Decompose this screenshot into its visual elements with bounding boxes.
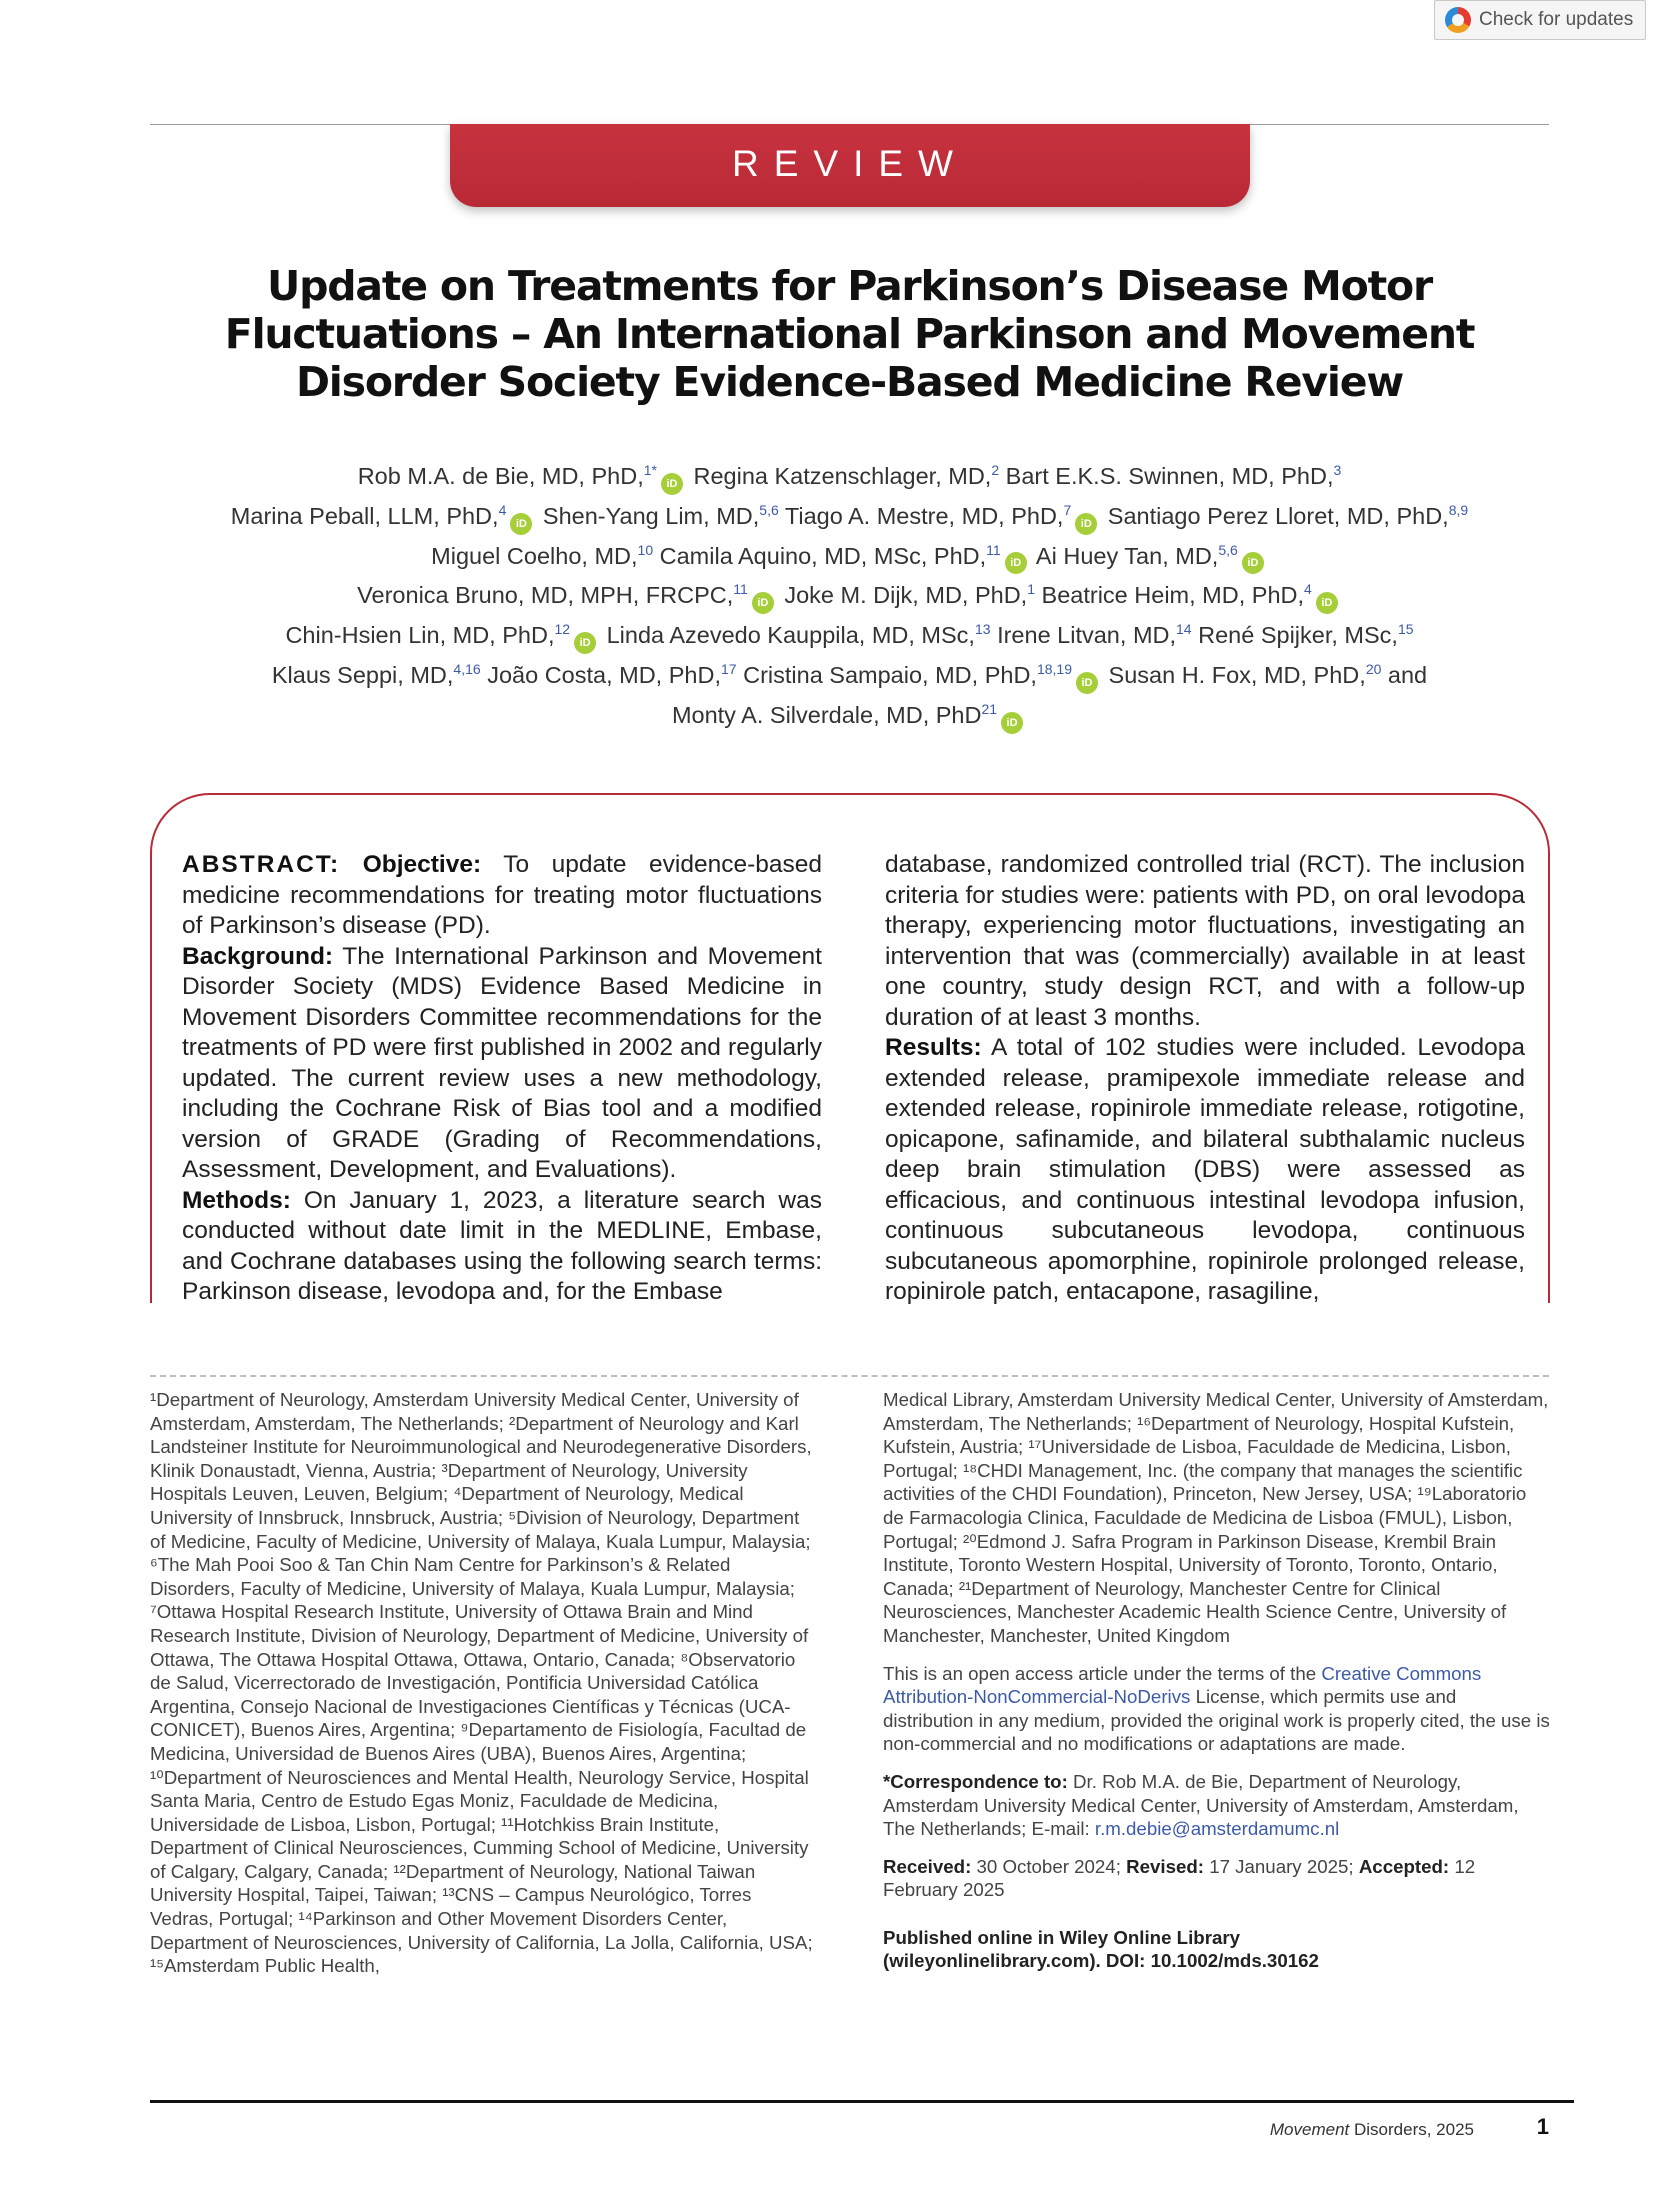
abstract-heading: ABSTRACT: — [182, 851, 341, 878]
author-affiliation-marker: 4 — [1304, 581, 1312, 598]
affiliations-text: ¹Department of Neurology, Amsterdam University Medical Center, University of Amsterdam, Amsterdam, The Netherlands; ²Department of Neurology and Karl Landsteiner Institute for Neuroimmunological and Neurodegenerative Disorders, Klinik Donaustadt, Vienna, Austria; ³Department of Neurology, University Hospitals Leuven, Leuven, Belgium; ⁴Department of Neurology, Medical University of Innsbruck, Innsbruck, Austria; ⁵Division of Neurology, Department of Medicine, Faculty of Medicine, University of Malaya, Kuala Lumpur, Malaysia; ⁶The Mah Pooi Soo & Tan Chin Nam Centre for Parkinson’s & Related Disorders, Faculty of Medicine, University of Malaya, Kuala Lumpur, Malaysia; ⁷Ottawa Hospital Research Institute, University of Ottawa Brain and Mind Research Institute, Division of Neurology, Department of Medicine, University of Ottawa, The Ottawa Hospital Ottawa, Ottawa, Ontario, Canada; ⁸Observatorio de Salud, Vicerrectorado de Investigación, Pontificia Universidad Católica Argentina, Consejo Nacional de Investigaciones Científicas y Técnicas (UCA-CONICET), Buenos Aires, Argentina; ⁹Departamento de Fisiología, Facultad de Medicina, Universidad de Buenos Aires (UBA), Buenos Aires, Argentina; ¹⁰Department of Neurosciences and Mental Health, Neurology Service, Hospital Santa Maria, Centro de Estudo Egas Moniz, Faculdade de Medicina, Universidade de Lisboa, Lisbon, Portugal; ¹¹Hotchkiss Brain Institute, Department of Clinical Neurosciences, Cumming School of Medicine, University of Calgary, Calgary, Canada; ¹²Department of Neurology, National Taiwan University Hospital, Taipei, Taiwan; ¹³CNS – Campus Neurológico, Torres Vedras, Portugal; ¹⁴Parkinson and Other Movement Disorders Center, Department of Neurosciences, University of California, La Jolla, California, USA; ¹⁵Amsterdam Public Health, — [150, 1389, 813, 1977]
orcid-icon[interactable]: iD — [752, 592, 774, 614]
results-label: Results: — [885, 1034, 982, 1061]
author-name: Cristina Sampaio, MD, PhD, — [743, 661, 1037, 688]
objective-text: To update evidence-based medicine recommendations for treating motor fluctuations of Parkinson’s disease (PD). — [182, 851, 822, 939]
publication-note: Published online in Wiley Online Library (wileyonlinelibrary.com). DOI: 10.1002/mds.30162 — [883, 1926, 1319, 1972]
author-name: Bart E.K.S. Swinnen, MD, PhD, — [1005, 462, 1334, 489]
footnotes-right-column — [883, 1388, 1551, 1987]
author-name: Rob M.A. de Bie, MD, PhD, — [357, 462, 644, 489]
methods-text: On January 1, 2023, a literature search was conducted without date limit in the MEDLINE, Embase, and Cochrane databases using the following search terms: Parkinson disease, levodopa and, for the Embase — [182, 1186, 822, 1305]
revised-label: Revised: — [1126, 1855, 1204, 1877]
author-name: Santiago Perez Lloret, MD, PhD, — [1107, 502, 1449, 529]
orcid-icon[interactable]: iD — [661, 473, 683, 495]
article-title: Update on Treatments for Parkinson’s Disease Motor Fluctuations – An International Parkinson and Movement Disorder Society Evidence-Based Medicine Review — [224, 262, 1475, 406]
author-name: Veronica Bruno, MD, MPH, FRCPC, — [357, 582, 734, 609]
doi-text: ). DOI: 10.1002/mds.30162 — [1089, 1950, 1319, 1972]
footnote-divider — [150, 1375, 1549, 1377]
author-affiliation-marker: 5,6 — [759, 501, 779, 518]
author-affiliation-marker: 1* — [643, 462, 657, 478]
background-label: Background: — [182, 942, 334, 970]
received-date: 30 October 2024; — [971, 1855, 1127, 1877]
accepted-label: Accepted: — [1358, 1855, 1450, 1877]
license-note — [883, 1662, 1551, 1756]
author-affiliation-marker: 4,16 — [453, 661, 481, 678]
author-name: Irene Litvan, MD, — [997, 622, 1177, 649]
author-list — [160, 455, 1539, 734]
correspondence-note — [883, 1770, 1551, 1841]
article-type-banner: REVIEW — [450, 124, 1250, 207]
crossmark-icon — [1445, 7, 1471, 33]
abstract-right-column — [885, 850, 1525, 1312]
author-affiliation-marker: 3 — [1333, 462, 1342, 478]
orcid-icon[interactable]: iD — [1242, 552, 1264, 574]
dates-note — [883, 1855, 1551, 1902]
orcid-icon[interactable]: iD — [1076, 672, 1098, 694]
author-name: Marina Peball, LLM, PhD, — [230, 502, 499, 529]
orcid-icon[interactable]: iD — [1005, 552, 1027, 574]
published-label: Published online in Wiley Online Library — [883, 1926, 1241, 1948]
affiliations-left-column — [150, 1388, 818, 1992]
author-affiliation-marker: 20 — [1365, 661, 1382, 678]
author-name: Regina Katzenschlager, MD, — [693, 462, 992, 489]
author-affiliation-marker: 17 — [721, 661, 737, 678]
journal-year: Disorders, 2025 — [1349, 2120, 1474, 2139]
wiley-online-link[interactable]: wileyonlinelibrary.com — [889, 1950, 1090, 1972]
journal-name: Movement — [1269, 2120, 1350, 2139]
author-conjunction: and — [1381, 661, 1428, 688]
author-affiliation-marker: 8,9 — [1448, 501, 1469, 518]
author-affiliation-marker: 5,6 — [1218, 541, 1238, 558]
author-affiliation-marker: 11 — [733, 581, 748, 598]
objective-label: Objective: — [362, 851, 482, 878]
license-text-end: License, which permits use and distribution in any medium, provided the original work is properly cited, the use is non-commercial and no modifications or adaptations are made. — [883, 1686, 1550, 1755]
revised-date: 17 January 2025; — [1204, 1855, 1359, 1877]
correspondence-text: Dr. Rob M.A. de Bie, Department of Neurology, Amsterdam University Medical Center, University of Amsterdam, Amsterdam, The Netherlands; E-mail: — [883, 1770, 1519, 1840]
orcid-icon[interactable]: iD — [1001, 712, 1023, 734]
author-affiliation-marker: 10 — [637, 541, 654, 558]
orcid-icon[interactable]: iD — [574, 632, 596, 654]
author-affiliation-marker: 15 — [1397, 621, 1414, 638]
journal-footer — [1270, 2120, 1474, 2140]
correspondence-label: *Correspondence to: — [883, 1770, 1068, 1792]
accepted-date: 12 February 2025 — [883, 1855, 1476, 1901]
results-text: A total of 102 studies were included. Levodopa extended release, pramipexole immediate release and extended release, ropinirole immediate release, rotigotine, opicapone, safinamide, and bilateral subthalamic nucleus deep brain stimulation (DBS) were assessed as efficacious, and continuous intestinal levodopa infusion, continuous subcutaneous levodopa, continuous subcutaneous apomorphine, ropinirole prolonged release, ropinirole patch, entacapone, rasagiline, — [885, 1034, 1525, 1305]
author-name: René Spijker, MSc, — [1198, 622, 1398, 649]
affiliations-text-continued: Medical Library, Amsterdam University Medical Center, University of Amsterdam, Amsterdam, The Netherlands; ¹⁶Department of Neurology, Hospital Kufstein, Kufstein, Austria; ¹⁷Universidade de Lisboa, Faculdade de Medicina, Lisbon, Portugal; ¹⁸CHDI Management, Inc. (the company that manages the scientific activities of the CHDI Foundation), Princeton, New Jersey, USA; ¹⁹Laboratorio de Farmacologia Clinica, Faculdade de Medicina de Lisboa (FMUL), Lisbon, Portugal; ²⁰Edmond J. Safra Program in Parkinson Disease, Krembil Brain Institute, Toronto Western Hospital, University of Toronto, Toronto, Ontario, Canada; ²¹Department of Neurology, Manchester Centre for Clinical Neurosciences, Manchester Academic Health Science Centre, University of Manchester, Manchester, United Kingdom — [883, 1389, 1549, 1646]
author-affiliation-marker: 14 — [1176, 621, 1192, 638]
author-affiliation-marker: 2 — [991, 462, 1000, 478]
license-link[interactable]: Creative Commons Attribution-NonCommercial-NoDerivs — [883, 1662, 1482, 1708]
author-name: Ai Huey Tan, MD, — [1035, 542, 1219, 569]
author-name: Camila Aquino, MD, MSc, PhD, — [659, 542, 987, 569]
author-affiliation-marker: 18,19 — [1036, 661, 1072, 678]
author-affiliation-marker: 4 — [498, 501, 507, 518]
abstract-left-column — [182, 850, 822, 1312]
author-name: Beatrice Heim, MD, PhD, — [1041, 582, 1305, 609]
author-name: Miguel Coelho, MD, — [431, 542, 638, 569]
author-name: Joke M. Dijk, MD, PhD, — [784, 582, 1028, 609]
author-name: Linda Azevedo Kauppila, MD, MSc, — [606, 622, 975, 649]
author-name: Shen-Yang Lim, MD, — [542, 502, 760, 529]
page-number: 1 — [1536, 2114, 1549, 2139]
orcid-icon[interactable]: iD — [1316, 592, 1338, 614]
author-affiliation-marker: 21 — [981, 700, 998, 717]
background-text: The International Parkinson and Movement Disorder Society (MDS) Evidence Based Medicine in Movement Disorders Committee recommendations for the treatments of PD were first published in 2002 and regularly updated. The current review uses a new methodology, including the Cochrane Risk of Bias tool and a modified version of GRADE (Grading of Recommendations, Assessment, Development, and Evaluations). — [182, 942, 822, 1183]
author-affiliation-marker: 13 — [974, 621, 991, 638]
footer-rule — [150, 2100, 1574, 2103]
author-name: Monty A. Silverdale, MD, PhD — [671, 701, 982, 728]
author-name: Chin-Hsien Lin, MD, PhD, — [285, 622, 555, 649]
check-for-updates-label: Check for updates — [1479, 9, 1634, 30]
methods-label: Methods: — [182, 1186, 291, 1214]
orcid-icon[interactable]: iD — [510, 513, 532, 535]
author-name: Susan H. Fox, MD, PhD, — [1108, 661, 1366, 688]
received-label: Received: — [883, 1855, 972, 1877]
author-name: Tiago A. Mestre, MD, PhD, — [784, 502, 1064, 529]
author-affiliation-marker: 11 — [986, 541, 1001, 558]
author-affiliation-marker: 1 — [1027, 581, 1036, 598]
license-text: This is an open access article under the terms of the — [883, 1662, 1322, 1684]
author-affiliation-marker: 7 — [1063, 501, 1072, 518]
correspondence-email-link[interactable]: r.m.debie@amsterdamumc.nl — [1094, 1818, 1340, 1840]
check-for-updates-button[interactable] — [1434, 0, 1646, 40]
author-name: Klaus Seppi, MD, — [271, 661, 454, 688]
orcid-icon[interactable]: iD — [1075, 513, 1097, 535]
author-name: João Costa, MD, PhD, — [487, 661, 721, 688]
methods-text-continued: database, randomized controlled trial (RCT). The inclusion criteria for studies were: patients with PD, on oral levodopa therapy, experiencing motor fluctuations, investigating an intervention that was (commercially) available in at least one country, study design RCT, and with a follow-up duration of at least 3 months. — [885, 851, 1525, 1031]
author-affiliation-marker: 12 — [554, 621, 571, 638]
